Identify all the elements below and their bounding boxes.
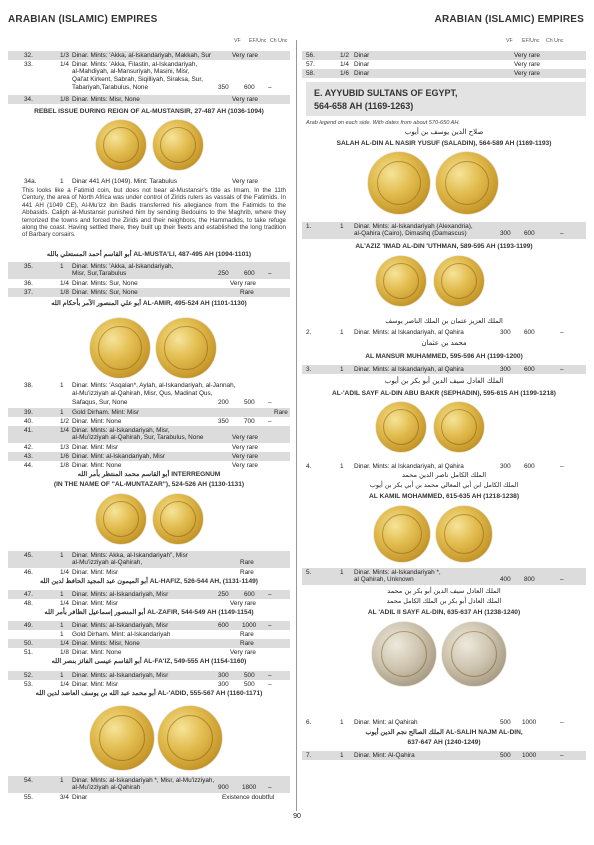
- section-box-title: E. AYYUBID SULTANS OF EGYPT,: [314, 88, 458, 98]
- arabic-legend: الملك العادل سيف الدين أبو بكر بن أيوب: [384, 377, 504, 385]
- section-interregnum-dates: (IN THE NAME OF "AL-MUNTAZAR"), 524-526 AH (1130-1131): [53, 481, 245, 488]
- section-al-kamil: AL KAMIL MOHAMMED, 615-635 AH (1218-1238): [368, 493, 520, 500]
- catalog-row-47: 47. 1 Dinar. Mints: al-Iskandariyah, Misr 250 600 –: [8, 590, 290, 599]
- arabic-legend: الملك الكامل ابن أبي المعالي محمد بن أبي بكر بن أيوب: [369, 481, 519, 489]
- arabic-legend: محمد بن عثمان: [421, 339, 467, 347]
- catalog-row-41: 41. 1/4 Dinar. Mints: al-Iskandariyah, Misr, al-Mu'izziyah al-Qahirah, Sur, Tarabulus, None Very rare: [8, 426, 290, 443]
- section-al-hafiz: أبو الميمون عبد المجيد الحافظ لدين الله AL-HAFIZ, 526-544 AH, (1131-1149): [40, 578, 258, 585]
- section-al-zafir: أبو المنصور إسماعيل الظافر بأمر الله AL-ZAFIR, 544-549 AH (1149-1154): [44, 609, 254, 616]
- catalog-row-34a: 34a. 1 Dinar 441 AH (1049). Mint: Tarabulus Very rare: [24, 178, 258, 185]
- arabic-legend: الملك العزيز عثمان بن الملك الناصر يوسف: [385, 317, 503, 325]
- section-al-amir: أبو علي المنصور الآمر بأحكام الله AL-AMIR, 495-524 AH (1101-1130): [51, 300, 247, 307]
- coin-image: [156, 318, 216, 378]
- coin-image: [90, 318, 150, 378]
- catalog-row-50: 50. 1/4 Dinar. Mints: Misr, None Rare: [8, 639, 290, 648]
- catalog-row-39: 39. 1 Gold Dirham. Mint: Misr Rare: [8, 408, 290, 417]
- catalog-row-33: 33. 1/4 Dinar. Mints: 'Akka, Filastin, al-Iskandariyah, al-Mahdiyah, al-Mansuriyah, Masini, Misr, Qal'at Kirkent, Sabrah, Siqilliyah, Siraksa, Sur, Tabariyah,Tarabulus, None 350 600 –: [24, 61, 272, 91]
- catalog-row-45: 45. 1 Dinar. Mints: Akka, al-Iskandariyah", Misr al-Mu'izziyah al-Qahirah, Rare: [8, 551, 290, 568]
- catalog-row-a2: 2. 1 Dinar. Mints: al Iskandariyah, al Qahira 300 600 –: [306, 329, 564, 336]
- catalog-row-37: 37. 1/8 Dinar. Mints: Sur, None Rare: [8, 288, 290, 297]
- catalog-row-32: 32. 1/3 Dinar. Mints: 'Akka, al-Iskandariyah, Makkah, Sur Very rare: [8, 51, 290, 60]
- arabic-legend: صلاح الدين يوسف بن أيوب: [404, 128, 484, 136]
- coin-image: [374, 506, 430, 562]
- section-al-mansur: AL MANSUR MUHAMMED, 595-596 AH (1199-1200): [365, 353, 523, 360]
- coin-image: [153, 120, 203, 170]
- catalog-row-a6: 6. 1 Dinar. Mint: al Qahirah 500 1000 –: [306, 719, 564, 726]
- section-saladin: SALAH AL-DIN AL NASIR YUSUF (SALADIN), 564-589 AH (1169-1193): [336, 140, 552, 147]
- section-al-adil: AL-'ADIL SAYF AL-DIN ABU BAKR (SEPHADIN), 595-615 AH (1199-1218): [332, 390, 556, 397]
- section-interregnum: أبو القاسم محمد المنتظر بأمر الله INTERREGNUM: [77, 471, 221, 478]
- coin-image: [434, 256, 484, 306]
- col-header-ch: Ch Unc: [270, 38, 288, 44]
- coin-image: [372, 622, 436, 686]
- catalog-row-57: 57. 1/4 Dinar Very rare: [306, 61, 540, 68]
- left-column: [8, 38, 290, 808]
- section-al-salih: الملك الصالح نجم الدين أيوب AL-SALIH NAJM AL-DIN,: [365, 729, 523, 736]
- catalog-row-52: 52. 1 Dinar. Mints: al-Iskandariyah, Misr 300 500 –: [8, 671, 290, 680]
- section-box-dates: 564-658 AH (1169-1263): [314, 101, 414, 111]
- coin-image: [153, 494, 203, 544]
- coin-image: [96, 120, 146, 170]
- coin-image: [442, 622, 506, 686]
- arabic-legend: الملك العادل سيف الدين أبو بكر بن محمد: [387, 587, 501, 595]
- catalog-row-a5: 5. 1 Dinar. Mints: al-Iskandariyah *, al Qahirah, Unknown 400 800 –: [302, 568, 586, 585]
- historical-note: This looks like a Fatimid coin, but does not bear al-Mustansir's title as Imam. In the 11th Century, the area of North Africa was under control of Zirids rulers as vassals of the Fatimids. In 441 AH (1049 CE), Al-Mu'izz ibn Badis transferred his allegiance from the Fatimids to the Abbasids. Caliph al-Mustansir punished him by sending Bedouins to the Maghrib, where they terrorized the towns and forced the Zirids and their neighbors, the Hammadids, to take refuge along the coast. Having settled there, they built up their fleets and established the long tradition of Barbary corsairs.: [22, 187, 286, 239]
- coin-image: [368, 152, 430, 214]
- catalog-row-58: 58. 1/6 Dinar Very rare: [302, 69, 586, 78]
- coin-image: [436, 152, 498, 214]
- catalog-row-51: 51. 1/8 Dinar. Mint: None Very rare: [24, 649, 256, 656]
- catalog-row-a1: 1. 1 Dinar. Mints: al-Iskandariyah (Alexandria), al-Qahira (Cairo), Dimashq (Damascus) 300 600 –: [302, 222, 586, 239]
- coin-image: [158, 706, 222, 770]
- section-al-faiz: أبو القاسم عيسى الفائز بنصر الله AL-FA'IZ, 549-555 AH (1154-1160): [51, 658, 247, 665]
- catalog-row-38: 38. 1 Dinar. Mints: 'Asqalan*, Aylah, al-Iskandariyah, al-Jannah, al-Mu'izziyah al-Qahirah, Misr, Qus, Madinat Qus, Safaqus, Sur, None 200 500 –: [24, 382, 272, 406]
- coin-image: [376, 402, 426, 452]
- col-header-vf: VF: [506, 38, 513, 44]
- col-header-vf: VF: [234, 38, 241, 44]
- coin-image: [90, 706, 154, 770]
- arabic-legend: الملك الكامل ناصر الدين محمد: [401, 471, 487, 479]
- catalog-row-56: 56. 1/2 Dinar Very rare: [302, 51, 586, 60]
- catalog-row-54: 54. 1 Dinar. Mints: al-Iskandariyah *, Misr, al-Mu'izziyah, al-Mu'izziyah al-Qahirah 900 1800 –: [8, 776, 290, 793]
- running-header-right: ARABIAN (ISLAMIC) EMPIRES: [434, 14, 584, 25]
- legend-note: Arab legend on each side. With dates from about 570-650 AH.: [306, 120, 460, 126]
- col-header-ef: EF/Unc: [522, 38, 540, 44]
- col-header-ef: EF/Unc: [249, 38, 267, 44]
- catalog-row-a4: 4. 1 Dinar. Mints: al Iskandariyah, al Qahira 300 600 –: [306, 463, 564, 470]
- catalog-row-40: 40. 1/2 Dinar. Mint: None 350 700 –: [24, 418, 272, 425]
- catalog-row-34: 34. 1/8 Dinar. Mints: Misr, None Very rare: [8, 95, 290, 104]
- section-al-adil-ii: AL 'ADIL II SAYF AL-DIN, 635-637 AH (1238-1240): [367, 609, 521, 616]
- catalog-row-a3: 3. 1 Dinar. Mints: al Iskandariyah, al Qahira 300 600 –: [302, 365, 586, 374]
- catalog-row-49: 49. 1 Dinar. Mints: al-Iskandariyah, Misr 600 1000 –: [8, 621, 290, 630]
- catalog-row-44: 44. 1/8 Dinar. Mint: None Very rare: [24, 462, 258, 469]
- catalog-row-36: 36. 1/4 Dinar. Mints: Sur, None Very rare: [24, 280, 256, 287]
- section-al-mustali: أبو القاسم أحمد المستعلي بالله AL-MUSTA'LI, 487-495 AH (1094-1101): [46, 251, 252, 258]
- catalog-row-48: 48. 1/4 Dinar. Mint: Misr Very rare: [24, 600, 256, 607]
- section-box-ayyubid: [306, 82, 586, 116]
- section-rebel-issue: REBEL ISSUE DURING REIGN OF AL-MUSTANSIR, 27-487 AH (1036-1094): [34, 108, 264, 115]
- catalog-row-46: 46. 1/4 Dinar. Mint: Misr Rare: [24, 569, 254, 576]
- catalog-row-49-gold-dirham: 1 Gold Dirham. Mint: al-Iskandariyah Rare: [60, 631, 254, 638]
- section-al-adid: أبو محمد عبد الله بن يوسف العاضد لدين الله AL-'ADID, 555-567 AH (1160-1171): [35, 690, 263, 697]
- right-column: [302, 38, 586, 808]
- catalog-row-43: 43. 1/6 Dinar. Mint: al-Iskandariyah, Misr Very rare: [8, 452, 290, 461]
- section-al-aziz: AL'AZIZ 'IMAD AL-DIN 'UTHMAN, 589-595 AH (1193-1199): [355, 243, 533, 250]
- column-divider: [296, 40, 297, 811]
- catalog-row-a7: 7. 1 Dinar. Mint: Al-Qahira 500 1000 –: [302, 751, 586, 760]
- page-number: 90: [293, 812, 301, 820]
- coin-image: [436, 506, 492, 562]
- catalog-row-55: 55. 3/4 Dinar Existence doubtful: [24, 794, 275, 801]
- running-header-left: ARABIAN (ISLAMIC) EMPIRES: [8, 14, 158, 25]
- catalog-row-42: 42. 1/3 Dinar. Mint: Misr Very rare: [24, 444, 258, 451]
- catalog-row-35: 35. 1 Dinar. Mints: 'Akka, al-Iskandariyah, Misr, Sur,Tarabulus 250 600 –: [8, 262, 290, 279]
- coin-image: [376, 256, 426, 306]
- catalog-row-53: 53. 1/4 Dinar. Mint: Misr 300 500 –: [24, 681, 272, 688]
- arabic-legend: الملك العادل أبو بكر بن الملك الكامل محمد: [386, 597, 502, 605]
- coin-image: [96, 494, 146, 544]
- section-al-salih-dates: 637-647 AH (1240-1249): [407, 739, 481, 746]
- coin-image: [434, 402, 484, 452]
- col-header-ch: Ch Unc: [546, 38, 564, 44]
